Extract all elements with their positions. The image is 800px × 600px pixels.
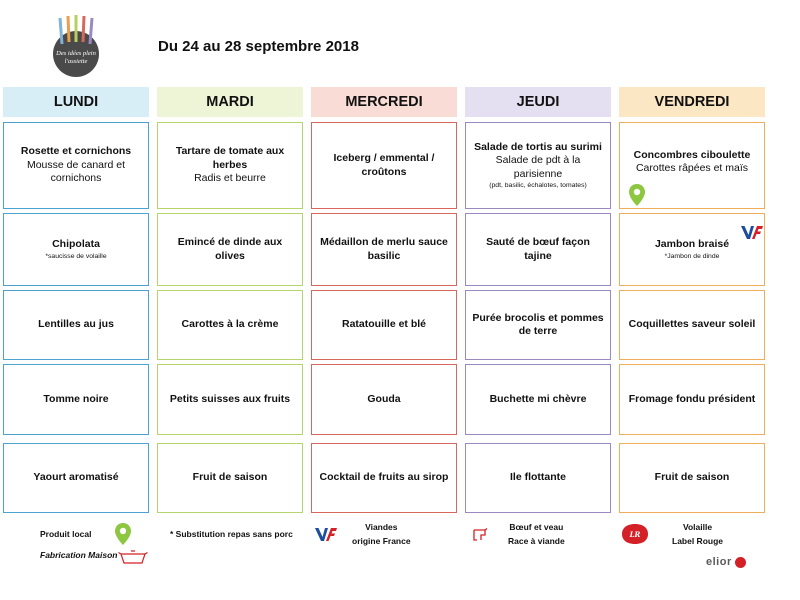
elior-mark-icon: [735, 557, 746, 568]
dish-name: Fruit de saison: [192, 471, 268, 484]
dish-name: Iceberg / emmental / croûtons: [333, 152, 435, 178]
dish-name: Emincé de dinde aux olives: [177, 236, 283, 262]
lundi-entree: [3, 122, 149, 209]
dish-name: Petits suisses aux fruits: [169, 392, 291, 405]
dish-name: Rosette et cornichons: [20, 145, 132, 158]
mercredi-accompagnement: [311, 290, 457, 360]
lundi-fromage: [3, 364, 149, 435]
mardi-entree: [157, 122, 303, 209]
lundi-accompagnement: [3, 290, 149, 360]
legend-volaille: [672, 520, 723, 548]
lundi-dessert: [3, 443, 149, 513]
legend-viandes-line1: Viandes: [365, 522, 398, 532]
dish-name: Sauté de bœuf façon tajine: [486, 236, 590, 262]
lundi-plat: [3, 213, 149, 286]
svg-text:l'assiette: l'assiette: [64, 58, 88, 65]
map-pin-icon: [628, 183, 646, 207]
dish-name: Tartare de tomate aux herbes: [175, 145, 285, 171]
day-header-lundi: LUNDI: [3, 87, 149, 117]
mardi-plat: [157, 213, 303, 286]
dish-alternative: Radis et beurre: [194, 172, 266, 185]
dish-name: Concombres ciboulette: [633, 148, 751, 161]
viandes-francaises-logo: [740, 225, 764, 240]
ingredients-note: (pdt, basilic, échalotes, tomates): [489, 182, 587, 190]
legend-volaille-line1: Volaille: [682, 522, 713, 532]
jeudi-plat: [465, 213, 611, 286]
vendredi-fromage: [619, 364, 765, 435]
menu-date-range: Du 24 au 28 septembre 2018: [158, 38, 359, 55]
jeudi-accompagnement: [465, 290, 611, 360]
dish-alternative: Mousse de canard et cornichons: [26, 158, 126, 185]
mardi-fromage: [157, 364, 303, 435]
elior-logo: [706, 556, 746, 568]
dish-name: Yaourt aromatisé: [33, 471, 119, 484]
legend-boeuf-veau: [508, 520, 565, 548]
day-header-jeudi: JEUDI: [465, 87, 611, 117]
viandes-francaises-logo: [314, 527, 338, 542]
legend-boeuf-line2: Race à viande: [508, 536, 565, 546]
dish-name: Coquillettes saveur soleil: [628, 318, 756, 331]
cow-icon: [472, 528, 488, 542]
dish-name: Gouda: [367, 392, 401, 405]
dish-name: Lentilles au jus: [38, 318, 114, 331]
dish-name: Buchette mi chèvre: [489, 392, 587, 405]
vendredi-plat: [619, 213, 765, 286]
dish-name: Ratatouille et blé: [341, 318, 426, 331]
legend-boeuf-line1: Bœuf et veau: [509, 522, 564, 532]
dish-name: Ile flottante: [509, 471, 566, 484]
dish-alternative: Carottes râpées et maïs: [635, 162, 749, 174]
dish-name: Carottes à la crème: [181, 318, 279, 331]
legend-substitution: * Substitution repas sans porc: [170, 529, 293, 539]
cooking-pot-icon: [118, 549, 148, 565]
mardi-dessert: [157, 443, 303, 513]
dish-name: Médaillon de merlu sauce basilic: [320, 236, 448, 262]
mercredi-dessert: [311, 443, 457, 513]
mardi-accompagnement: [157, 290, 303, 360]
vendredi-dessert: [619, 443, 765, 513]
map-pin-icon: [114, 522, 132, 546]
day-header-mercredi: MERCREDI: [311, 87, 457, 117]
jeudi-dessert: [465, 443, 611, 513]
day-header-mardi: MARDI: [157, 87, 303, 117]
substitution-note: *saucisse de volaille: [45, 252, 107, 260]
des-idees-plein-assiette-logo: [44, 14, 108, 78]
label-rouge-logo: [620, 523, 650, 545]
day-header-vendredi: VENDREDI: [619, 87, 765, 117]
jeudi-fromage: [465, 364, 611, 435]
vendredi-accompagnement: [619, 290, 765, 360]
dish-name: Cocktail de fruits au sirop: [319, 471, 449, 484]
dish-name: Salade de tortis au surimi: [474, 140, 602, 153]
mercredi-plat: [311, 213, 457, 286]
dish-name: Chipolata: [52, 238, 100, 251]
legend-volaille-line2: Label Rouge: [672, 536, 724, 546]
legend-viandes-line2: origine France: [352, 536, 411, 546]
elior-wordmark: elior: [706, 556, 732, 568]
mercredi-fromage: [311, 364, 457, 435]
svg-text:LR: LR: [629, 530, 641, 539]
dish-name: Tomme noire: [43, 392, 109, 405]
legend-fabrication-maison: Fabrication Maison: [40, 550, 118, 560]
substitution-note: *Jambon de dinde: [664, 252, 720, 260]
dish-name: Fruit de saison: [654, 471, 730, 484]
dish-name: Purée brocolis et pommes de terre: [472, 311, 604, 337]
legend-produit-local: Produit local: [40, 529, 92, 539]
dish-name: Jambon braisé: [654, 238, 730, 251]
jeudi-entree: [465, 122, 611, 209]
mercredi-entree: [311, 122, 457, 209]
legend-viandes: [352, 520, 411, 548]
dish-name: Fromage fondu président: [628, 392, 756, 405]
dish-alternative: Salade de pdt à la parisienne: [495, 154, 581, 180]
svg-text:Des idées plein: Des idées plein: [56, 50, 96, 57]
